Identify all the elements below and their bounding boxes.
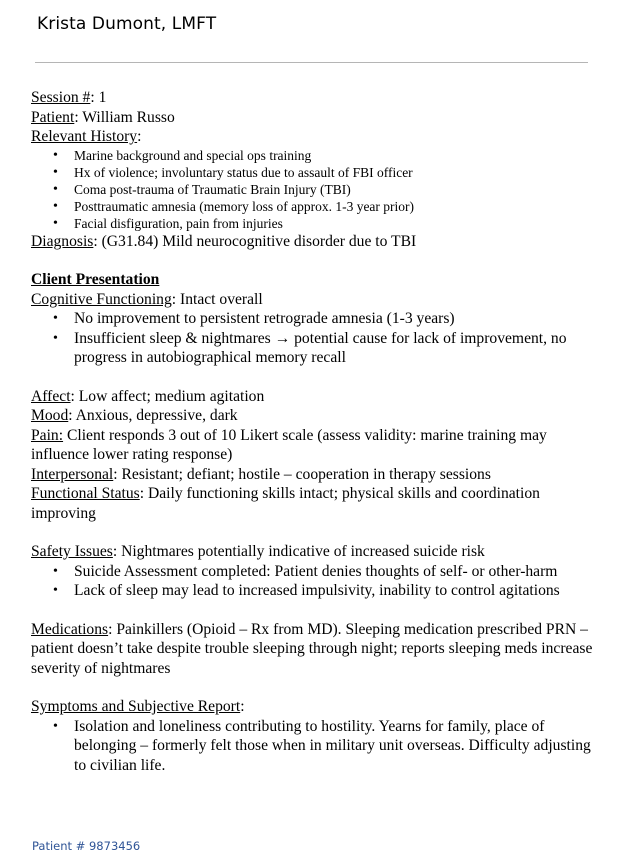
cognitive-item: • Insufficient sleep & nightmares → potential cause for lack of improvement, no progress in autobiographical memory recall [31, 329, 601, 368]
session-label: Session # [31, 89, 91, 106]
symptoms-list [31, 717, 601, 776]
patient-value: : William Russo [74, 108, 175, 126]
cognitive-list [31, 309, 601, 368]
pain-value: Client responds 3 out of 10 Likert scale (assess validity: marine training may influence lower rating response) [31, 426, 547, 463]
cognitive-line [31, 290, 601, 310]
session-line [31, 88, 601, 108]
symptoms-label: Symptoms and Subjective Report [31, 698, 241, 715]
interpersonal-value: : Resistant; defiant; hostile – cooperation in therapy sessions [113, 465, 491, 483]
interpersonal-label: Interpersonal [31, 465, 114, 483]
diagnosis-line [31, 232, 601, 252]
author-header: Krista Dumont, LMFT [37, 14, 217, 34]
patient-line [31, 108, 601, 128]
history-heading: Relevant History: [31, 128, 142, 145]
safety-list [31, 562, 601, 601]
functional-status-line [31, 484, 601, 523]
pain-label: Pain: [31, 426, 64, 444]
symptoms-heading: Symptoms and Subjective Report: [31, 698, 245, 715]
session-value: : 1 [90, 89, 107, 106]
patient-label: Patient [31, 108, 75, 126]
history-item: • Hx of violence; involuntary status due to assault of FBI officer [31, 164, 601, 181]
diagnosis-label: Diagnosis [31, 232, 94, 250]
medications-value: : Painkillers (Opioid – Rx from MD). Sleeping medication prescribed PRN – patient doesn’t take despite trouble sleeping through night; reports sleeping meds increase severity of nightmares [31, 620, 593, 677]
mood-line [31, 406, 601, 426]
history-item: • Posttraumatic amnesia (memory loss of approx. 1-3 year prior) [31, 198, 601, 215]
medications-line [31, 620, 601, 679]
mood-value: : Anxious, depressive, dark [68, 407, 238, 424]
safety-item: • Suicide Assessment completed: Patient denies thoughts of self- or other-harm [31, 562, 601, 582]
pain-line [31, 426, 601, 465]
affect-label: Affect [31, 387, 71, 405]
history-item: • Facial disfiguration, pain from injuries [31, 215, 601, 232]
affect-line [31, 387, 601, 407]
history-list [31, 147, 601, 232]
functional-status-value: : Daily functioning skills intact; physical skills and coordination improving [31, 485, 540, 522]
cognitive-item: • No improvement to persistent retrograde amnesia (1-3 years) [31, 309, 601, 329]
medications-label: Medications [31, 620, 109, 638]
patient-id-footer: Patient # 9873456 [32, 839, 141, 853]
client-presentation-heading: Client Presentation [31, 271, 160, 288]
safety-label: Safety Issues [31, 543, 113, 560]
safety-line [31, 542, 601, 562]
history-label: Relevant History [31, 128, 138, 145]
cognitive-label: Cognitive Functioning [31, 290, 172, 308]
mood-label: Mood [31, 407, 69, 424]
history-item: • Marine background and special ops training [31, 147, 601, 164]
history-item: • Coma post-trauma of Traumatic Brain Injury (TBI) [31, 181, 601, 198]
safety-item: • Lack of sleep may lead to increased impulsivity, inability to control agitations [31, 581, 601, 601]
header-divider [35, 62, 588, 63]
functional-status-label: Functional Status [31, 485, 140, 502]
session-notes [31, 88, 601, 775]
diagnosis-value: : (G31.84) Mild neurocognitive disorder due to TBI [93, 232, 417, 250]
cognitive-value: : Intact overall [171, 290, 263, 308]
affect-value: : Low affect; medium agitation [70, 387, 265, 405]
safety-value: : Nightmares potentially indicative of increased suicide risk [112, 543, 485, 560]
interpersonal-line [31, 465, 601, 485]
symptoms-item: • Isolation and loneliness contributing to hostility. Yearns for family, place of belonging – formerly felt those when in military unit overseas. Difficulty adjusting to civilian life. [31, 717, 601, 776]
